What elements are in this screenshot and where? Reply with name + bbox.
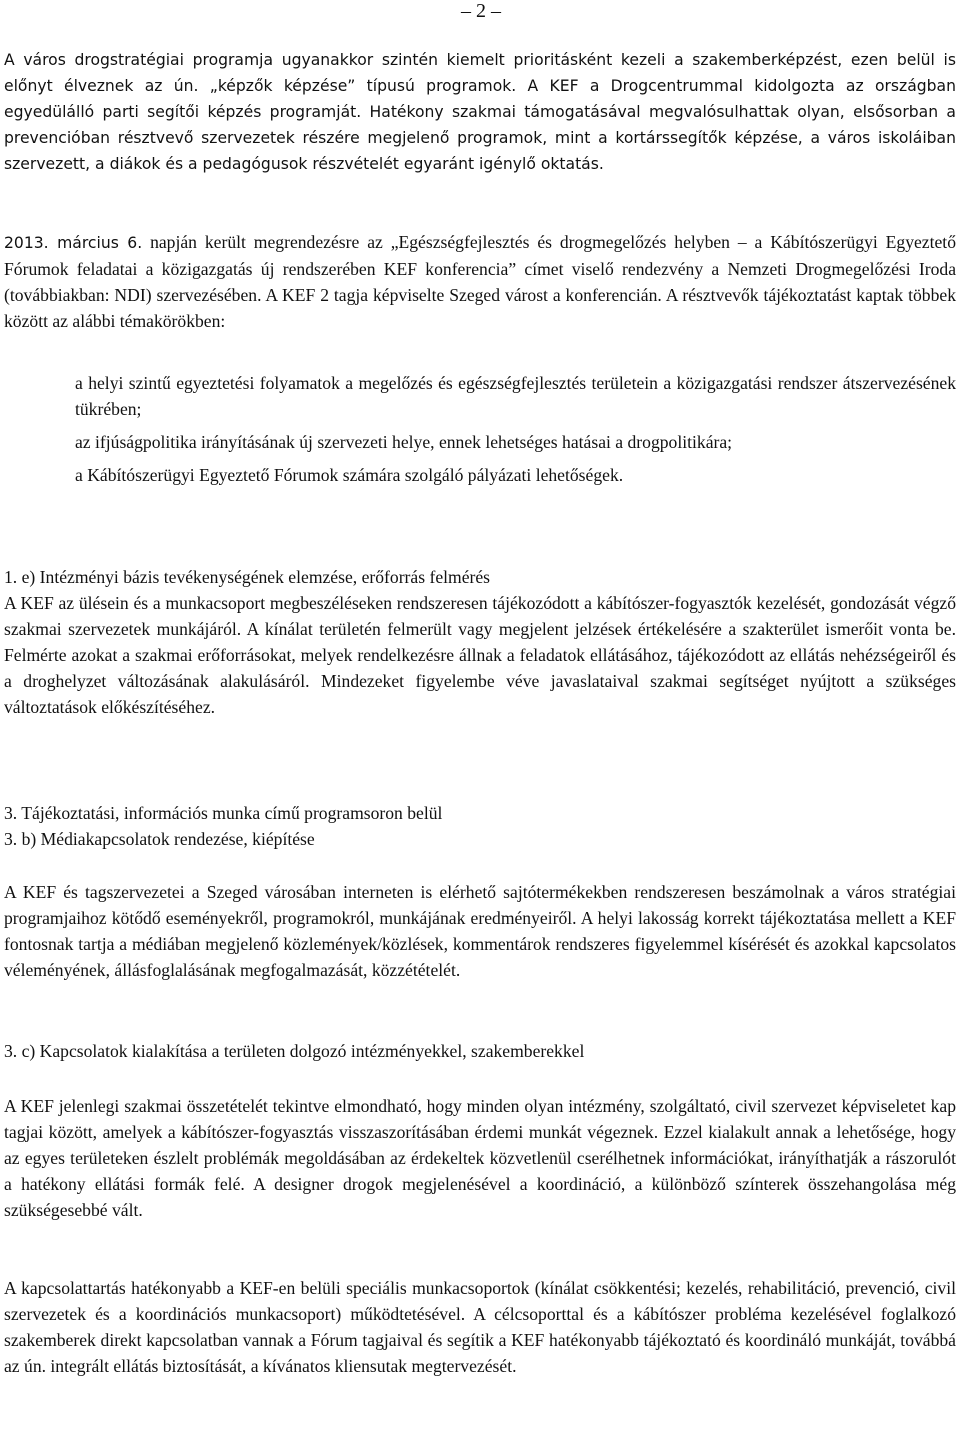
list-item bbox=[4, 429, 956, 455]
list-item-text: a helyi szintű egyeztetési folyamatok a megelőzés és egészségfejlesztés területein a közigazgatási rendszer átszervezésének tükrében; bbox=[75, 373, 956, 419]
page-number-value: 2 bbox=[476, 0, 486, 22]
list-item bbox=[4, 462, 956, 488]
section-3-heading: 3. Tájékoztatási, információs munka című programsoron belül bbox=[4, 803, 443, 823]
section-3c-body-2: A kapcsolattartás hatékonyabb a KEF-en belüli speciális munkacsoportok (kínálat csökkentési; kezelés, rehabilitáció, prevenció, civil szervezetek és a koordinációs munkacsoport) működtetésével. A célcsoporttal és a kábítószer probléma kezelésével foglalkozó szakemberek direkt kapcsolatban vannak a Fórum tagjaival és segítik a KEF hatékonyabb tájékoztató és koordináló munkáját, továbbá az ún. integrált ellátás biztosítását, a kívánatos kliensutak megtervezését. bbox=[4, 1278, 956, 1376]
list-item-text: az ifjúságpolitika irányításának új szervezeti helye, ennek lehetséges hatásai a drogpolitikára; bbox=[75, 432, 733, 452]
list-item-text: a Kábítószerügyi Egyeztető Fórumok számára szolgáló pályázati lehetőségek. bbox=[75, 465, 624, 485]
conference-date: 2013. március 6. bbox=[4, 234, 143, 252]
intro-paragraph: A város drogstratégiai programja ugyanakkor szintén kiemelt prioritásként kezeli a szakemberképzést, ezen belül is előnyt élveznek az ún. „képzők képzése” típusú programok. A KEF a Drogcentrummal kidolgozta az országban egyedülálló parti segítői képzés programját. Hatékony szakmai támogatásával megvalósulhattak olyan, elsősorban a prevencióban résztvevő szervezetek részére megjelenő programok, mint a kortárssegítők képzése, a város iskoláiban szervezett, a diákok és a pedagógusok részvételét egyaránt igénylő oktatás. bbox=[4, 51, 956, 173]
section-3c-body-1: A KEF jelenlegi szakmai összetételét tekintve elmondható, hogy minden olyan intézmény, szolgáltató, civil szervezet képviseletet kap tagjai között, amelyek a kábítószer-fogyasztás visszaszorításában érdemi munkát végeznek. Ezzel kialakult annak a lehetősége, hogy az egyes területeken észlelt problémák megoldásában az érdekeltek közvetlenül cserélhetnek információkat, irányíthatják a rászorulót a hatékony ellátási formák felé. A designer drogok megjelenésével a koordináció, a különböző színterek összehangolása még szükségesebbé vált. bbox=[4, 1096, 956, 1220]
page-number: – 2 – bbox=[461, 0, 501, 22]
section-1e-body: A KEF az ülésein és a munkacsoport megbeszéléseken rendszeresen tájékozódott a kábítószer-fogyasztók kezelését, gondozását végző szakmai szervezetek munkájáról. A kínálat területén felmerült vagy megjelent jelzések értékelésére a szakterület ismerőit vonta be. Felmérte azokat a szakmai erőforrásokat, melyek rendelkezésre állnak a feladatok ellátásához, tájékozódott az ellátás nehézségeiről és a droghelyzet változásának alakulásáról. Mindezeket figyelembe véve javaslataival szakmai segítséget nyújtott a szükséges változtatások előkészítéséhez. bbox=[4, 593, 956, 717]
bullet-list bbox=[4, 370, 956, 488]
section-3b-body: A KEF és tagszervezetei a Szeged városában interneten is elérhető sajtótermékekben rendszeresen beszámolnak a város stratégiai programjaihoz kötődő eseményekről, programokról, munkájának eredményeiről. A helyi lakosság korrekt tájékoztatása mellett a KEF fontosnak tartja a médiában megjelenő közlemények/közlések, kommentárok rendszeres figyelemmel kísérését és azokkal kapcsolatos véleményének, állásfoglalásának megfogalmazását, közzétételét. bbox=[4, 882, 956, 980]
conference-paragraph bbox=[4, 229, 956, 334]
list-item bbox=[4, 370, 956, 422]
conference-text: napján került megrendezésre az „Egészségfejlesztés és drogmegelőzés helyben – a Kábítószerügyi Egyeztető Fórumok feladatai a közigazgatás új rendszerében KEF konferencia” címet viselő rendezvény a Nemzeti Drogmegelőzési Iroda (továbbiakban: NDI) szervezésében. A KEF 2 tagja képviselte Szeged várost a konferencián. A résztvevők tájékoztatást kaptak többek között az alábbi témakörökben: bbox=[4, 232, 956, 331]
section-1e-heading: 1. e) Intézményi bázis tevékenységének elemzése, erőforrás felmérés bbox=[4, 567, 491, 587]
section-3b-heading: 3. b) Médiakapcsolatok rendezése, kiépítése bbox=[4, 829, 315, 849]
section-3c-heading: 3. c) Kapcsolatok kialakítása a területen dolgozó intézményekkel, szakemberekkel bbox=[4, 1041, 585, 1061]
